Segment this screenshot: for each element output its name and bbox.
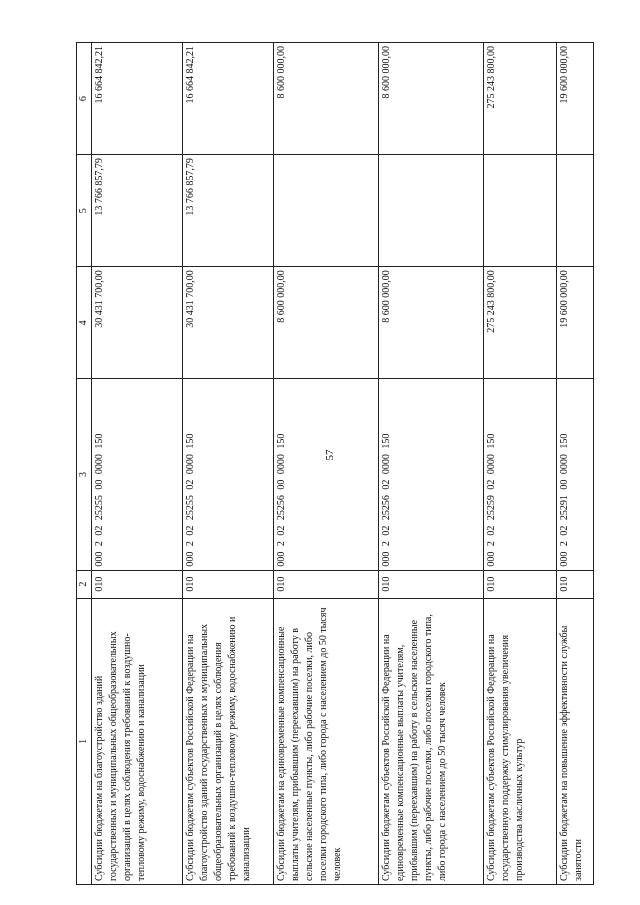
header-col-4: 4 [77,267,92,379]
row-description: Субсидии бюджетам субъектов Российской Федерации на благоустройство зданий государственных и муниципальных общеобразовательных организаций в целях соблюдения требований к воздушно-тепловому режиму, водоснабжению и канализации [183,598,274,884]
row-budget-code: 000 2 02 25255 02 0000 150 [183,379,274,570]
row-admin-code: 010 [183,570,274,598]
row-value-col6: 16 664 842,21 [92,43,183,155]
row-budget-code: 000 2 02 25291 00 0000 150 [557,379,594,570]
row-value-col4: 30 431 700,00 [92,267,183,379]
page-number: 57 [324,449,336,461]
row-admin-code: 010 [379,570,484,598]
row-budget-code: 000 2 02 25255 00 0000 150 [92,379,183,570]
row-description: Субсидии бюджетам на повышение эффективности службы занятости [557,598,594,884]
row-value-col5 [484,155,557,267]
table-row [274,43,379,885]
row-budget-code: 000 2 02 25259 02 0000 150 [484,379,557,570]
header-col-5: 5 [77,155,92,267]
budget-table [76,42,594,885]
row-value-col4: 19 600 000,00 [557,267,594,379]
row-value-col6: 19 600 000,00 [557,43,594,155]
header-col-1: 1 [77,598,92,884]
row-value-col5 [557,155,594,267]
table-row [484,43,557,885]
row-admin-code: 010 [274,570,379,598]
row-description: Субсидии бюджетам на единовременные компенсационные выплаты учителям, прибывшим (переехавшим) на работу в сельские населенные пункты, либо рабочие поселки, либо поселки городского типа, либо города с населением до 50 тысяч человек [274,598,379,884]
row-value-col6: 8 600 000,00 [274,43,379,155]
header-col-6: 6 [77,43,92,155]
row-value-col5: 13 766 857,79 [183,155,274,267]
row-description: Субсидии бюджетам субъектов Российской Федерации на единовременные компенсационные выплаты учителям, прибывшим (переехавшим) на работу в сельские населенные пункты, либо рабочие поселки, либо поселки городского типа, либо города с населением до 50 тысяч человек [379,598,484,884]
header-col-2: 2 [77,570,92,598]
row-budget-code: 000 2 02 25256 00 0000 150 [274,379,379,570]
row-admin-code: 010 [92,570,183,598]
row-value-col4: 30 431 700,00 [183,267,274,379]
row-budget-code: 000 2 02 25256 02 0000 150 [379,379,484,570]
row-value-col6: 16 664 842,21 [183,43,274,155]
row-value-col5 [379,155,484,267]
table-row [379,43,484,885]
row-value-col6: 8 600 000,00 [379,43,484,155]
row-value-col4: 8 600 000,00 [379,267,484,379]
row-value-col5: 13 766 857,79 [92,155,183,267]
table-header-row [77,43,92,885]
table-row [183,43,274,885]
row-value-col6: 275 243 800,00 [484,43,557,155]
row-value-col5 [274,155,379,267]
row-value-col4: 275 243 800,00 [484,267,557,379]
row-admin-code: 010 [484,570,557,598]
row-description: Субсидии бюджетам субъектов Российской Федерации на государственную поддержку стимулирования увеличения производства масличных культур [484,598,557,884]
rotated-page [76,42,606,885]
row-description: Субсидии бюджетам на благоустройство зданий государственных и муниципальных общеобразовательных организаций в целях соблюдения требований к воздушно-тепловому режиму, водоснабжению и канализации [92,598,183,884]
row-admin-code: 010 [557,570,594,598]
row-value-col4: 8 600 000,00 [274,267,379,379]
table-row [92,43,183,885]
header-col-3: 3 [77,379,92,570]
table-row [557,43,594,885]
